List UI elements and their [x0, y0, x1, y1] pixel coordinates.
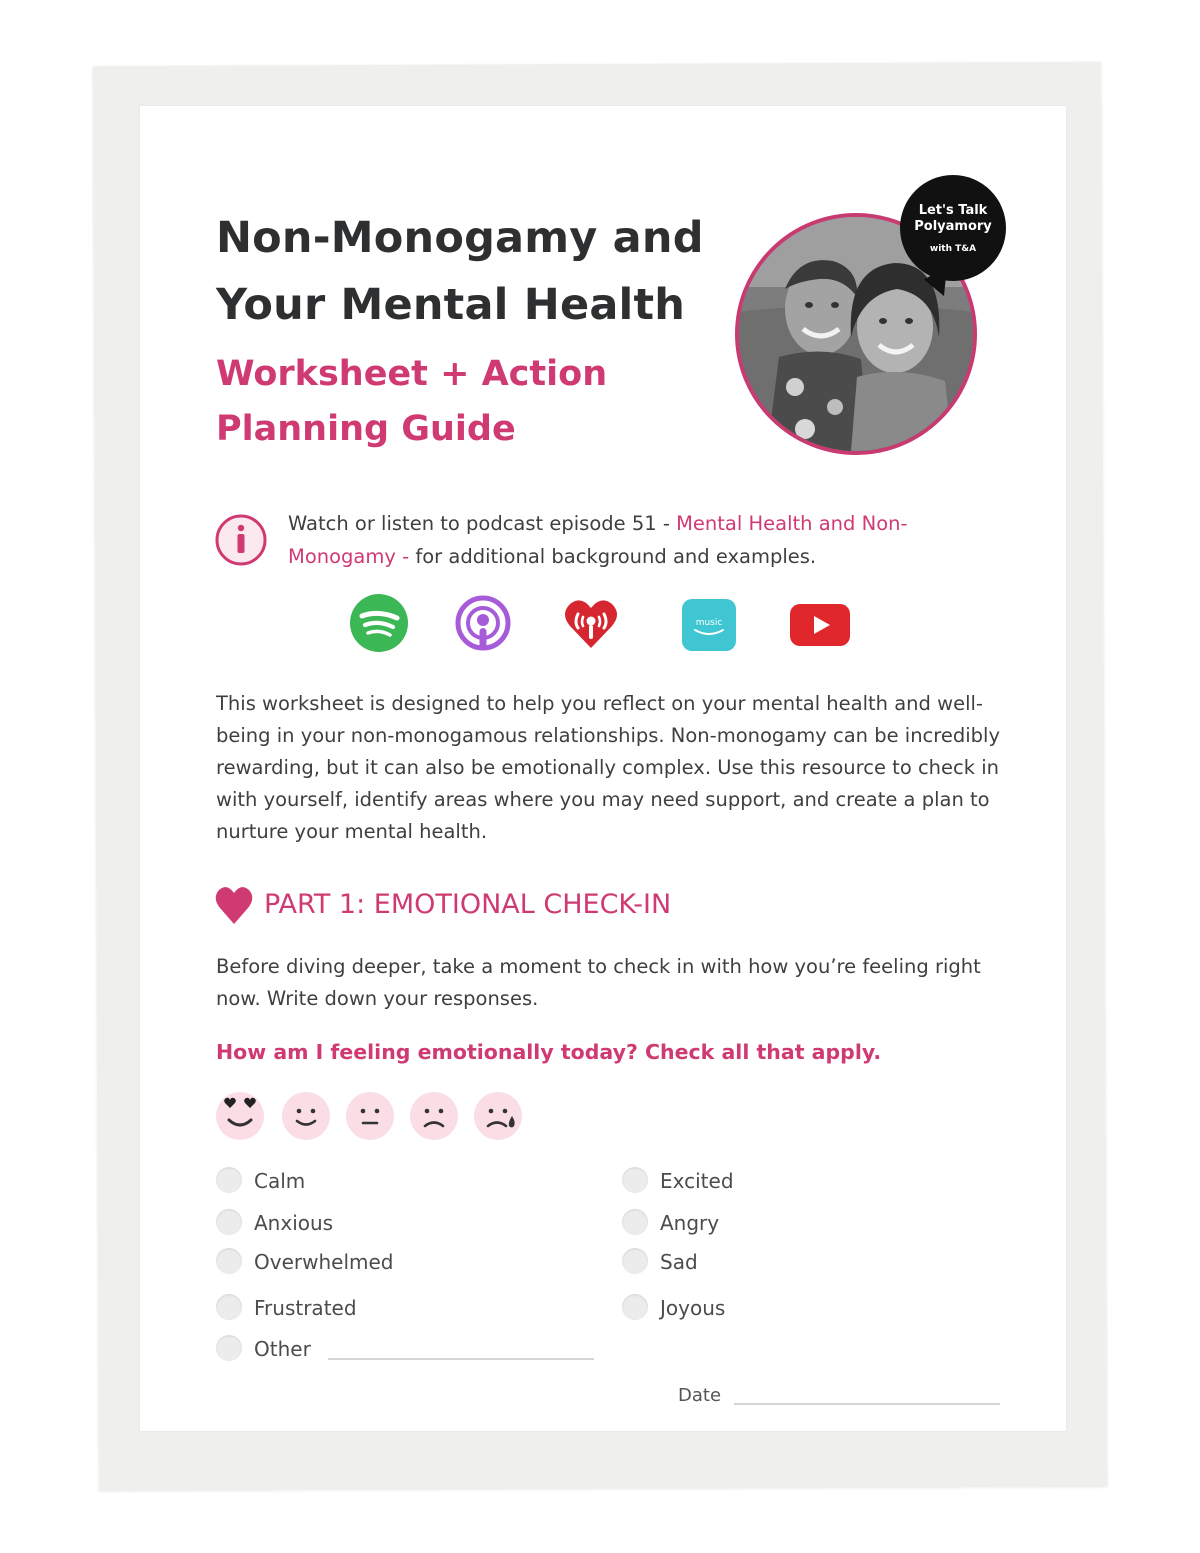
badge-line-2: Polyamory [914, 219, 992, 234]
subtitle-line-2: Planning Guide [216, 409, 516, 449]
option-label: Joyous [660, 1296, 726, 1320]
mood-faces [214, 1090, 534, 1142]
checkbox-circle[interactable] [216, 1335, 242, 1361]
podcast-note-text-end: for additional background and examples. [409, 545, 817, 568]
checkbox-circle[interactable] [622, 1209, 648, 1235]
podcast-badge [900, 175, 1006, 281]
youtube-icon[interactable] [788, 602, 858, 672]
neutral-face-icon[interactable] [344, 1090, 396, 1142]
podcast-note [288, 507, 988, 573]
option-label: Anxious [254, 1211, 334, 1235]
badge-line-1: Let's Talk [918, 203, 988, 218]
info-icon [214, 513, 268, 567]
apple-podcasts-icon[interactable] [452, 592, 522, 662]
date-input[interactable] [734, 1381, 1000, 1405]
document-title [216, 205, 736, 339]
option-label: Excited [660, 1169, 734, 1193]
amazon-music-icon[interactable] [680, 598, 750, 668]
checkbox-circle[interactable] [622, 1167, 648, 1193]
option-label: Calm [254, 1169, 306, 1193]
option-label: Sad [660, 1250, 698, 1274]
title-line-1: Non-Monogamy and [216, 213, 704, 263]
option-label: Frustrated [254, 1296, 357, 1320]
badge-line-3: with T&A [929, 244, 977, 254]
checkbox-circle[interactable] [216, 1248, 242, 1274]
amazon-music-label: music [695, 618, 723, 628]
heart-eyes-face-icon[interactable] [214, 1090, 266, 1142]
checkbox-circle[interactable] [622, 1294, 648, 1320]
intro-paragraph: This worksheet is designed to help you reflect on your mental health and well-being in your non-monogamous relationships. Non-monogamy can be incredibly rewarding, but it can also be emotionally complex. Use this resource to check in with yourself, identify areas where you may need support, and create a plan to nurture your mental health. [216, 692, 1000, 843]
part1-question: How am I feeling emotionally today? Check all that apply. [216, 1040, 882, 1064]
heart-icon [214, 884, 254, 928]
checkbox-circle[interactable] [622, 1248, 648, 1274]
part1-instructions: Before diving deeper, take a moment to check in with how you’re feeling right now. Write down your responses. [216, 955, 981, 1010]
smile-face-icon[interactable] [280, 1090, 332, 1142]
title-line-2: Your Mental Health [216, 280, 686, 330]
option-label: Angry [660, 1211, 720, 1235]
platform-links [340, 592, 860, 662]
podcast-episode-link[interactable]: Mental Health and Non-Monogamy - [288, 512, 908, 568]
date-label: Date [678, 1385, 722, 1406]
checkbox-circle[interactable] [216, 1167, 242, 1193]
checkbox-circle[interactable] [216, 1294, 242, 1320]
sad-face-icon[interactable] [408, 1090, 460, 1142]
option-label: Other [254, 1337, 311, 1361]
crying-face-icon[interactable] [472, 1090, 524, 1142]
document-subtitle [216, 347, 716, 457]
iheartradio-icon[interactable] [556, 592, 626, 662]
spotify-icon[interactable] [348, 592, 418, 662]
other-input[interactable] [328, 1336, 594, 1360]
part1-heading: PART 1: EMOTIONAL CHECK-IN [264, 889, 672, 920]
podcast-note-text: Watch or listen to podcast episode 51 - [288, 512, 677, 535]
subtitle-line-1: Worksheet + Action [216, 354, 608, 394]
option-label: Overwhelmed [254, 1250, 394, 1274]
checkbox-circle[interactable] [216, 1209, 242, 1235]
